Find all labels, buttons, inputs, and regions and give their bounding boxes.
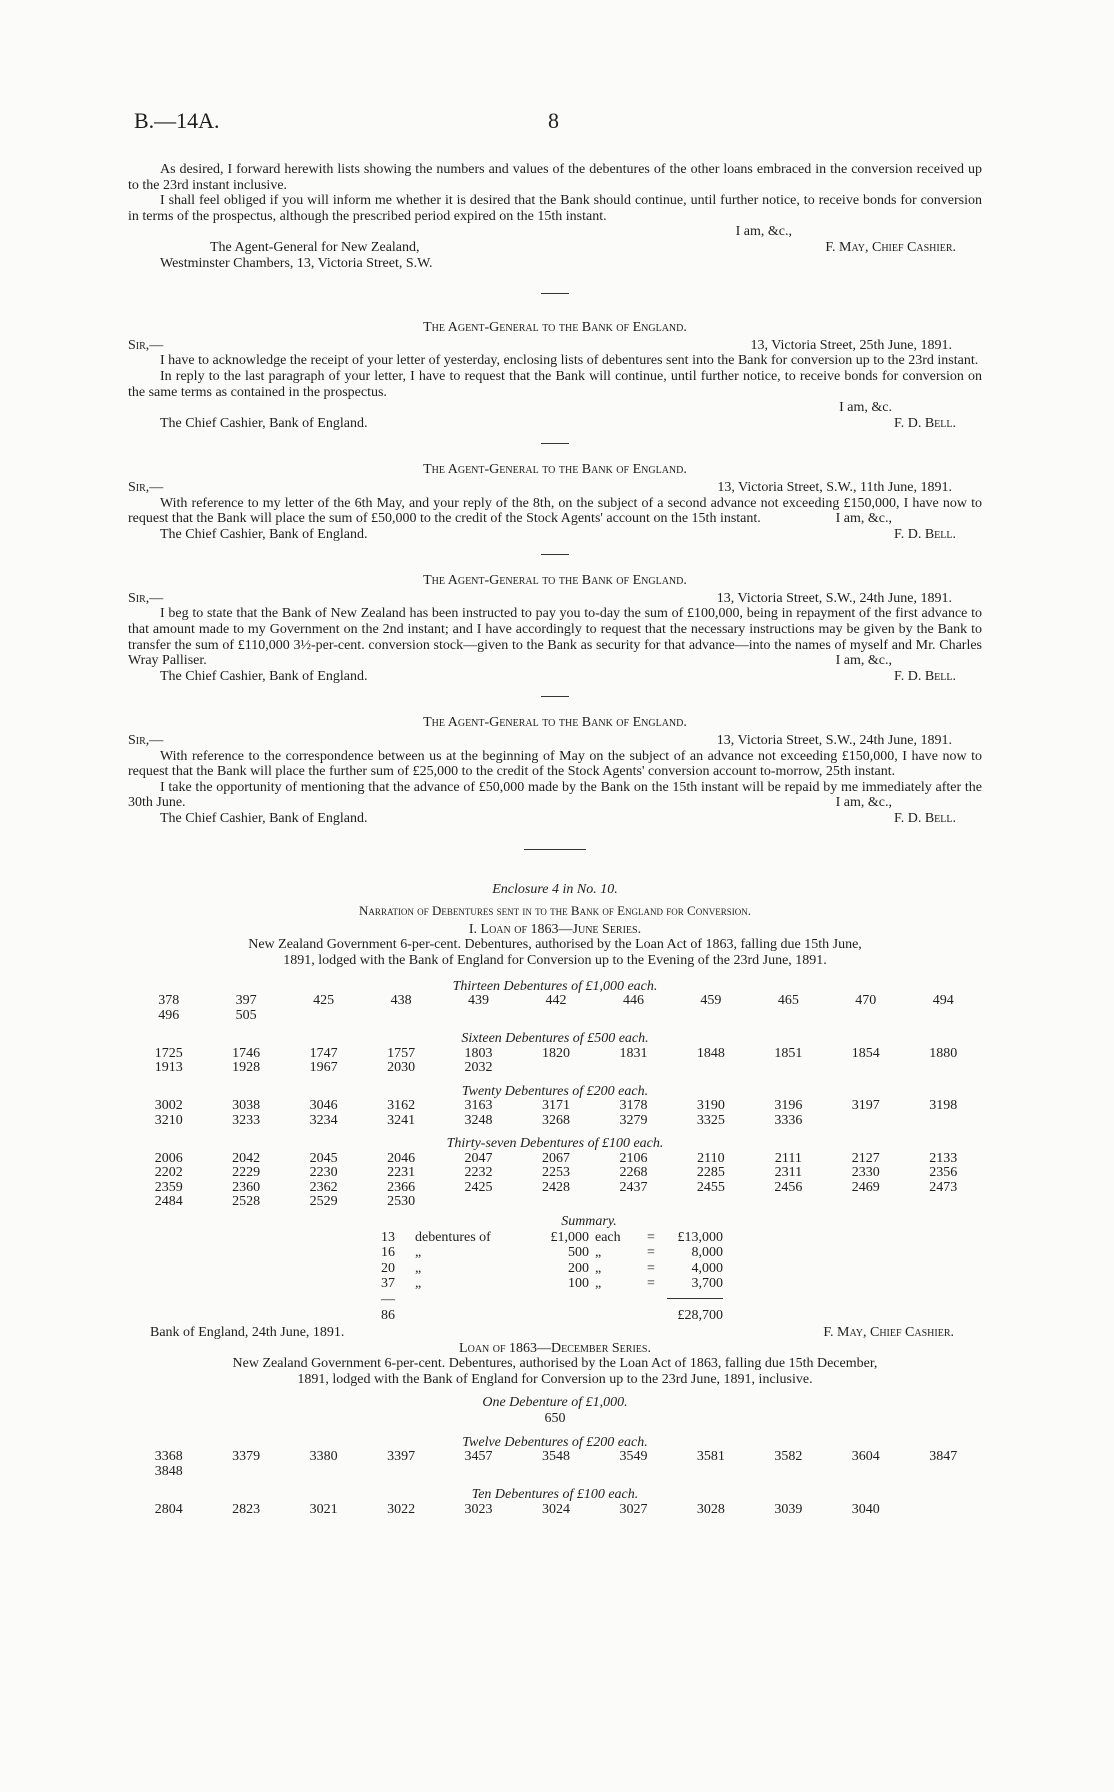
debenture-number: 425 bbox=[313, 993, 335, 1009]
summary-dash: — bbox=[381, 1291, 395, 1307]
loan1-intro-line-1: New Zealand Government 6-per-cent. Debentures, authorised by the Loan Act of 1863, falling due 15th June, bbox=[248, 937, 862, 953]
document-code: B.—14A. bbox=[134, 108, 220, 133]
debenture-number: 2268 bbox=[619, 1165, 648, 1181]
debenture-number: 1880 bbox=[929, 1045, 958, 1061]
debenture-number: 2366 bbox=[387, 1179, 416, 1195]
summary-count: 16 bbox=[381, 1245, 395, 1261]
debenture-number-grid bbox=[130, 1099, 982, 1128]
letter5-paragraph-2: I take the opportunity of mentioning that the advance of £50,000 made by the Bank on the 15th instant will be repaid by me immediately after the 30th June. bbox=[128, 779, 982, 811]
letter3-dateline: 13, Victoria Street, S.W., 11th June, 1891. bbox=[717, 479, 952, 495]
summary-row bbox=[378, 1230, 726, 1246]
loan1-debenture-groups bbox=[128, 979, 982, 1210]
separator-dash bbox=[541, 696, 569, 697]
debenture-number: 2046 bbox=[387, 1150, 416, 1166]
letter4-closing: I am, &c., bbox=[835, 653, 892, 669]
debenture-number: 3248 bbox=[464, 1112, 493, 1128]
summary-denom: £1,000 bbox=[550, 1229, 589, 1245]
debenture-number: 465 bbox=[777, 993, 799, 1009]
letter4-addressee: The Chief Cashier, Bank of England. bbox=[160, 668, 368, 684]
letter3-header-row bbox=[128, 480, 982, 496]
letter1-address: Westminster Chambers, 13, Victoria Street, S.W. bbox=[160, 255, 433, 271]
debenture-number: 2253 bbox=[541, 1165, 570, 1181]
debenture-number: 2106 bbox=[619, 1150, 648, 1166]
letter4-signature-row bbox=[128, 669, 982, 685]
summary-denom: 100 bbox=[568, 1276, 589, 1292]
enclosure-title: Enclosure 4 in No. 10. bbox=[492, 881, 618, 897]
debenture-number-grid bbox=[130, 1503, 982, 1518]
summary-each: each bbox=[595, 1229, 621, 1245]
letter1-addressee: The Agent-General for New Zealand, bbox=[210, 239, 420, 255]
summary-row bbox=[378, 1276, 726, 1292]
debenture-number: 3197 bbox=[851, 1098, 880, 1114]
loan1-footer-row bbox=[128, 1325, 982, 1341]
debenture-number: 3028 bbox=[696, 1501, 725, 1517]
debenture-number: 2285 bbox=[696, 1165, 725, 1181]
summary-denom: 500 bbox=[568, 1245, 589, 1261]
letter2-paragraph-1: I have to acknowledge the receipt of your letter of yesterday, enclosing lists of debentures sent into the Bank for conversion up to the 23rd instant. bbox=[160, 353, 979, 369]
debenture-number: 470 bbox=[855, 993, 877, 1009]
debenture-number: 2529 bbox=[309, 1194, 338, 1210]
letter5-addressee: The Chief Cashier, Bank of England. bbox=[160, 811, 368, 826]
debenture-number: 3171 bbox=[541, 1098, 570, 1114]
debenture-number: 2455 bbox=[696, 1179, 725, 1195]
summary-each: „ bbox=[595, 1260, 602, 1276]
loan1-footer-signature: F. May, Chief Cashier. bbox=[823, 1325, 954, 1341]
debenture-number: 3604 bbox=[851, 1449, 880, 1465]
debenture-number: 3023 bbox=[464, 1501, 493, 1517]
letter4-salutation: Sir,— bbox=[128, 590, 164, 606]
debenture-number: 2362 bbox=[309, 1179, 338, 1195]
debenture-number: 2110 bbox=[697, 1150, 725, 1166]
debenture-number: 3021 bbox=[309, 1501, 338, 1517]
page-content bbox=[128, 162, 982, 1517]
summary-eq: = bbox=[647, 1245, 655, 1261]
debenture-number: 1746 bbox=[232, 1045, 261, 1061]
letter3-signature: F. D. Bell. bbox=[894, 526, 956, 542]
debenture-number: 3178 bbox=[619, 1098, 648, 1114]
debenture-number: 2330 bbox=[851, 1165, 880, 1181]
debenture-group-heading: Twelve Debentures of £200 each. bbox=[462, 1434, 648, 1450]
debenture-number: 2437 bbox=[619, 1179, 648, 1195]
letter5-signature: F. D. Bell. bbox=[894, 811, 956, 826]
letter3-addressee: The Chief Cashier, Bank of England. bbox=[160, 526, 368, 542]
loan1-intro-line-2: 1891, lodged with the Bank of England for Conversion up to the Evening of the 23rd June, 1891. bbox=[283, 952, 827, 968]
summary-desc: „ bbox=[415, 1245, 422, 1261]
debenture-number: 2202 bbox=[154, 1165, 183, 1181]
debenture-number: 3848 bbox=[154, 1463, 183, 1479]
debenture-number: 3549 bbox=[619, 1449, 648, 1465]
letter2-salutation: Sir,— bbox=[128, 337, 164, 353]
letter3-title: The Agent-General to the Bank of England. bbox=[423, 462, 687, 478]
debenture-number-grid bbox=[130, 1152, 982, 1210]
loan2-heading: Loan of 1863—December Series. bbox=[459, 1340, 651, 1356]
summary-title: Summary. bbox=[561, 1213, 617, 1229]
debenture-number: 438 bbox=[390, 993, 412, 1009]
debenture-number: 2528 bbox=[232, 1194, 261, 1210]
debenture-number: 3046 bbox=[309, 1098, 338, 1114]
debenture-group-heading: Twenty Debentures of £200 each. bbox=[461, 1083, 649, 1099]
letter3-paragraph-1: With reference to my letter of the 6th May, and your reply of the 8th, on the subject of a second advance not exceeding £150,000, I have now to request that the Bank will place the sum of £50,000 to the credit of the Stock Agents' account on the 15th instant. bbox=[128, 495, 982, 527]
summary-total-rule bbox=[667, 1298, 723, 1301]
summary-total-row bbox=[378, 1308, 726, 1324]
letter4-signature: F. D. Bell. bbox=[894, 668, 956, 684]
debenture-number: 1747 bbox=[309, 1045, 338, 1061]
debenture-number: 2428 bbox=[541, 1179, 570, 1195]
loan1-footer-left: Bank of England, 24th June, 1891. bbox=[150, 1325, 345, 1341]
separator-dash bbox=[541, 443, 569, 444]
debenture-number: 1848 bbox=[696, 1045, 725, 1061]
debenture-number: 3457 bbox=[464, 1449, 493, 1465]
debenture-number: 3325 bbox=[696, 1112, 725, 1128]
summary-amount: 3,700 bbox=[691, 1276, 723, 1292]
debenture-number: 496 bbox=[158, 1007, 180, 1023]
summary-denom: 200 bbox=[568, 1260, 589, 1276]
debenture-number: 1831 bbox=[619, 1045, 648, 1061]
debenture-number: 2360 bbox=[232, 1179, 261, 1195]
loan2-debenture-groups bbox=[128, 1435, 982, 1518]
debenture-number: 1928 bbox=[232, 1060, 261, 1076]
debenture-number: 2232 bbox=[464, 1165, 493, 1181]
debenture-number-grid bbox=[130, 994, 982, 1023]
debenture-number: 3210 bbox=[154, 1112, 183, 1128]
letter5-signature-row bbox=[128, 811, 982, 827]
debenture-number: 442 bbox=[545, 993, 567, 1009]
debenture-number: 3241 bbox=[387, 1112, 416, 1128]
summary-count: 13 bbox=[381, 1229, 395, 1245]
debenture-number: 2067 bbox=[541, 1150, 570, 1166]
debenture-number: 3847 bbox=[929, 1449, 958, 1465]
letter1-paragraph-1: As desired, I forward herewith lists showing the numbers and values of the debentures of the other loans embraced in the conversion received up to the 23rd instant inclusive. bbox=[128, 162, 982, 193]
debenture-number: 3279 bbox=[619, 1112, 648, 1128]
debenture-number: 3198 bbox=[929, 1098, 958, 1114]
summary-eq: = bbox=[647, 1260, 655, 1276]
debenture-number: 2133 bbox=[929, 1150, 958, 1166]
debenture-number: 3368 bbox=[154, 1449, 183, 1465]
letter5-closing: I am, &c., bbox=[835, 795, 892, 811]
debenture-number: 3039 bbox=[774, 1501, 803, 1517]
debenture-number: 3038 bbox=[232, 1098, 261, 1114]
debenture-number: 3190 bbox=[696, 1098, 725, 1114]
summary-table bbox=[378, 1230, 726, 1324]
summary-desc: „ bbox=[415, 1276, 422, 1292]
debenture-number: 459 bbox=[700, 993, 722, 1009]
summary-desc: „ bbox=[415, 1260, 422, 1276]
separator-dash bbox=[541, 293, 569, 294]
document-page bbox=[128, 0, 982, 1792]
letter3-signature-row bbox=[128, 527, 982, 543]
summary-each: „ bbox=[595, 1245, 602, 1261]
debenture-number: 2473 bbox=[929, 1179, 958, 1195]
loan2-one-debenture-number: 650 bbox=[544, 1411, 566, 1427]
debenture-number: 2231 bbox=[387, 1165, 416, 1181]
summary-eq: = bbox=[647, 1276, 655, 1292]
letter5-dateline: 13, Victoria Street, S.W., 24th June, 1891. bbox=[716, 733, 952, 749]
debenture-number: 2045 bbox=[309, 1150, 338, 1166]
debenture-number: 1913 bbox=[154, 1060, 183, 1076]
loan2-one-debenture-heading: One Debenture of £1,000. bbox=[482, 1395, 628, 1411]
debenture-number: 3380 bbox=[309, 1449, 338, 1465]
loan2-intro-line-2: 1891, lodged with the Bank of England for Conversion up to the 23rd June, 1891, inclusive. bbox=[297, 1371, 813, 1387]
debenture-number: 3397 bbox=[387, 1449, 416, 1465]
debenture-number: 1851 bbox=[774, 1045, 803, 1061]
debenture-number: 3002 bbox=[154, 1098, 183, 1114]
summary-amount: 4,000 bbox=[691, 1260, 723, 1276]
debenture-number: 2311 bbox=[774, 1165, 803, 1181]
debenture-number: 3582 bbox=[774, 1449, 803, 1465]
summary-total-count: 86 bbox=[381, 1307, 395, 1323]
debenture-number: 1854 bbox=[851, 1045, 880, 1061]
summary-desc: debentures of bbox=[415, 1229, 491, 1245]
enclosure-subtitle: Narration of Debentures sent in to the Bank of England for Conversion. bbox=[359, 903, 751, 919]
letter5-header-row bbox=[128, 733, 982, 749]
summary-row bbox=[378, 1245, 726, 1261]
letter1-paragraph-2: I shall feel obliged if you will inform me whether it is desired that the Bank should continue, until further notice, to receive bonds for conversion in terms of the prospectus, although the prescribed period expired on the 15th instant. bbox=[128, 193, 982, 224]
letter5-paragraph-1: With reference to the correspondence between us at the beginning of May on the subject of an advance not exceeding £150,000, I have now to request that the Bank will place the further sum of £25,000 to the credit of the Stock Agents' conversion account to-morrow, 25th instant. bbox=[128, 748, 982, 780]
letter2-dateline: 13, Victoria Street, 25th June, 1891. bbox=[750, 337, 952, 353]
section-separator bbox=[524, 849, 586, 850]
debenture-number: 3162 bbox=[387, 1098, 416, 1114]
summary-total-amount: £28,700 bbox=[677, 1307, 723, 1323]
letter5-title: The Agent-General to the Bank of England. bbox=[423, 715, 687, 731]
debenture-group-heading: Thirteen Debentures of £1,000 each. bbox=[452, 978, 658, 994]
debenture-number: 1757 bbox=[387, 1045, 416, 1061]
debenture-number: 3581 bbox=[696, 1449, 725, 1465]
debenture-number: 3233 bbox=[232, 1112, 261, 1128]
debenture-number: 1967 bbox=[309, 1060, 338, 1076]
debenture-number: 2823 bbox=[232, 1501, 261, 1517]
letter3-closing: I am, &c., bbox=[835, 511, 892, 527]
letter4-header-row bbox=[128, 591, 982, 607]
debenture-number: 439 bbox=[468, 993, 490, 1009]
letter2-title: The Agent-General to the Bank of England. bbox=[423, 320, 687, 336]
page-number: 8 bbox=[548, 108, 559, 133]
debenture-number: 3234 bbox=[309, 1112, 338, 1128]
debenture-number: 2127 bbox=[851, 1150, 880, 1166]
letter3-salutation: Sir,— bbox=[128, 479, 164, 495]
debenture-number: 2047 bbox=[464, 1150, 493, 1166]
debenture-number: 2804 bbox=[154, 1501, 183, 1517]
debenture-number: 3022 bbox=[387, 1501, 416, 1517]
debenture-number: 2425 bbox=[464, 1179, 493, 1195]
debenture-number: 1803 bbox=[464, 1045, 493, 1061]
debenture-number: 2030 bbox=[387, 1060, 416, 1076]
debenture-number: 2484 bbox=[154, 1194, 183, 1210]
debenture-number: 2032 bbox=[464, 1060, 493, 1076]
summary-amount: £13,000 bbox=[677, 1229, 723, 1245]
debenture-number-grid bbox=[130, 1450, 982, 1479]
debenture-number: 3024 bbox=[541, 1501, 570, 1517]
summary-amount: 8,000 bbox=[691, 1245, 723, 1261]
debenture-number: 3163 bbox=[464, 1098, 493, 1114]
debenture-number: 3336 bbox=[774, 1112, 803, 1128]
debenture-number: 378 bbox=[158, 993, 180, 1009]
debenture-number: 3379 bbox=[232, 1449, 261, 1465]
letter2-closing: I am, &c. bbox=[839, 400, 892, 416]
debenture-number: 2042 bbox=[232, 1150, 261, 1166]
debenture-number: 505 bbox=[235, 1007, 257, 1023]
loan1-summary bbox=[128, 1214, 982, 1323]
debenture-number: 3268 bbox=[541, 1112, 570, 1128]
debenture-number: 2530 bbox=[387, 1194, 416, 1210]
debenture-number: 446 bbox=[622, 993, 644, 1009]
letter1-signature: F. May, Chief Cashier. bbox=[825, 239, 956, 255]
loan1-heading: I. Loan of 1863—June Series. bbox=[468, 921, 642, 937]
letter5-salutation: Sir,— bbox=[128, 733, 164, 749]
letter2-addressee: The Chief Cashier, Bank of England. bbox=[160, 415, 368, 431]
letter2-paragraph-2: In reply to the last paragraph of your letter, I have to request that the Bank will continue, until further notice, to receive bonds for conversion on the same terms as contained in the prospectus. bbox=[128, 368, 982, 400]
debenture-number: 3040 bbox=[851, 1501, 880, 1517]
debenture-number-grid bbox=[130, 1047, 982, 1076]
letter4-dateline: 13, Victoria Street, S.W., 24th June, 1891. bbox=[716, 590, 952, 606]
summary-rule-row bbox=[378, 1292, 726, 1308]
debenture-number: 494 bbox=[932, 993, 954, 1009]
letter1-closing: I am, &c., bbox=[735, 224, 792, 240]
letter4-title: The Agent-General to the Bank of England. bbox=[423, 573, 687, 589]
letter1-signature-row bbox=[128, 240, 982, 256]
summary-eq: = bbox=[647, 1229, 655, 1245]
summary-each: „ bbox=[595, 1276, 602, 1292]
debenture-number: 2469 bbox=[851, 1179, 880, 1195]
debenture-number: 1820 bbox=[541, 1045, 570, 1061]
letter2-signature: F. D. Bell. bbox=[894, 415, 956, 431]
debenture-group-heading: Sixteen Debentures of £500 each. bbox=[461, 1031, 649, 1047]
summary-count: 37 bbox=[381, 1276, 395, 1292]
separator-dash bbox=[541, 554, 569, 555]
debenture-number: 2006 bbox=[154, 1150, 183, 1166]
debenture-number: 3027 bbox=[619, 1501, 648, 1517]
debenture-number: 2111 bbox=[774, 1150, 802, 1166]
debenture-number: 2456 bbox=[774, 1179, 803, 1195]
summary-row bbox=[378, 1261, 726, 1277]
debenture-group-heading: Ten Debentures of £100 each. bbox=[471, 1487, 639, 1503]
debenture-number: 3548 bbox=[541, 1449, 570, 1465]
debenture-number: 3196 bbox=[774, 1098, 803, 1114]
debenture-number: 2356 bbox=[929, 1165, 958, 1181]
debenture-group-heading: Thirty-seven Debentures of £100 each. bbox=[446, 1136, 664, 1152]
summary-count: 20 bbox=[381, 1260, 395, 1276]
debenture-number: 2359 bbox=[154, 1179, 183, 1195]
loan2-intro-line-1: New Zealand Government 6-per-cent. Debentures, authorised by the Loan Act of 1863, falling due 15th December, bbox=[232, 1356, 878, 1372]
letter2-header-row bbox=[128, 338, 982, 354]
debenture-number: 2229 bbox=[232, 1165, 261, 1181]
debenture-number: 1725 bbox=[154, 1045, 183, 1061]
page-header bbox=[128, 108, 982, 138]
letter4-paragraph-1: I beg to state that the Bank of New Zealand has been instructed to pay you to-day the sum of £100,000, being in repayment of the first advance to that amount made to my Government on the 2nd instant; and I have accordingly to request that the necessary instructions may be given by the Bank to transfer the sum of £110,000 3½-per-cent. conversion stock—given to the Bank as security for that advance—into the names of myself and Mr. Charles Wray Palliser. bbox=[128, 606, 982, 669]
letter2-signature-row bbox=[128, 416, 982, 432]
debenture-number: 397 bbox=[235, 993, 257, 1009]
debenture-number: 2230 bbox=[309, 1165, 338, 1181]
